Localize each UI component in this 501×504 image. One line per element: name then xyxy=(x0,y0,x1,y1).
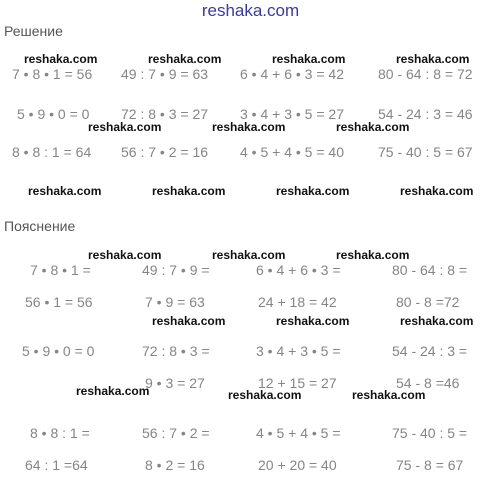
watermark: reshaka.com xyxy=(152,314,226,328)
watermark: reshaka.com xyxy=(276,314,350,328)
explanation-expression: 24 + 18 = 42 xyxy=(258,294,337,310)
section-heading-solution: Решение xyxy=(4,23,63,39)
watermark: reshaka.com xyxy=(228,388,302,402)
watermark: reshaka.com xyxy=(352,388,426,402)
watermark: reshaka.com xyxy=(336,248,410,262)
watermark: reshaka.com xyxy=(88,120,162,134)
explanation-expression: 9 • 3 = 27 xyxy=(145,375,205,391)
explanation-expression: 7 • 9 = 63 xyxy=(145,294,205,310)
explanation-expression: 56 : 7 • 2 = xyxy=(142,425,210,441)
explanation-expression: 7 • 8 • 1 = xyxy=(30,262,91,278)
section-heading-explanation: Пояснение xyxy=(4,218,76,234)
explanation-expression: 80 - 64 : 8 = xyxy=(392,262,468,278)
solution-expression: 72 : 8 • 3 = 27 xyxy=(121,106,209,122)
watermark: reshaka.com xyxy=(400,314,474,328)
solution-expression: 49 : 7 • 9 = 63 xyxy=(121,66,209,82)
solution-expression: 75 - 40 : 5 = 67 xyxy=(378,144,473,160)
explanation-expression: 64 : 1 =64 xyxy=(25,457,88,473)
explanation-expression: 75 - 40 : 5 = xyxy=(392,425,468,441)
explanation-expression: 5 • 9 • 0 = 0 xyxy=(22,343,95,359)
watermark: reshaka.com xyxy=(152,184,226,198)
explanation-expression: 8 • 8 : 1 = xyxy=(30,425,90,441)
watermark: reshaka.com xyxy=(212,120,286,134)
site-title: reshaka.com xyxy=(201,1,300,20)
explanation-expression: 56 • 1 = 56 xyxy=(25,294,93,310)
solution-expression: 56 : 7 • 2 = 16 xyxy=(121,144,209,160)
solution-expression: 7 • 8 • 1 = 56 xyxy=(12,66,93,82)
explanation-expression: 72 : 8 • 3 = xyxy=(142,343,210,359)
explanation-expression: 49 : 7 • 9 = xyxy=(142,262,210,278)
solution-expression: 3 • 4 + 3 • 5 = 27 xyxy=(240,106,344,122)
explanation-expression: 20 + 20 = 40 xyxy=(258,457,337,473)
watermark: reshaka.com xyxy=(212,248,286,262)
solution-expression: 54 - 24 : 3 = 46 xyxy=(378,106,473,122)
solution-expression: 8 • 8 : 1 = 64 xyxy=(12,144,92,160)
watermark: reshaka.com xyxy=(148,52,222,66)
watermark: reshaka.com xyxy=(400,184,474,198)
solution-expression: 80 - 64 : 8 = 72 xyxy=(378,66,473,82)
explanation-expression: 4 • 5 + 4 • 5 = xyxy=(256,425,341,441)
explanation-expression: 54 - 24 : 3 = xyxy=(392,343,468,359)
solution-expression: 4 • 5 + 4 • 5 = 40 xyxy=(240,144,344,160)
explanation-expression: 6 • 4 + 6 • 3 = xyxy=(256,262,341,278)
watermark: reshaka.com xyxy=(76,384,150,398)
explanation-expression: 80 - 8 =72 xyxy=(396,294,460,310)
watermark: reshaka.com xyxy=(396,52,470,66)
explanation-expression: 75 - 8 = 67 xyxy=(396,457,464,473)
watermark: reshaka.com xyxy=(24,52,98,66)
solution-expression: 5 • 9 • 0 = 0 xyxy=(17,106,90,122)
explanation-expression: 54 - 8 =46 xyxy=(396,375,460,391)
explanation-expression: 8 • 2 = 16 xyxy=(145,457,205,473)
explanation-expression: 12 + 15 = 27 xyxy=(258,375,337,391)
watermark: reshaka.com xyxy=(28,184,102,198)
watermark: reshaka.com xyxy=(276,184,350,198)
watermark: reshaka.com xyxy=(336,120,410,134)
solution-expression: 6 • 4 + 6 • 3 = 42 xyxy=(240,66,344,82)
explanation-expression: 3 • 4 + 3 • 5 = xyxy=(256,343,341,359)
watermark: reshaka.com xyxy=(88,248,162,262)
watermark: reshaka.com xyxy=(272,52,346,66)
